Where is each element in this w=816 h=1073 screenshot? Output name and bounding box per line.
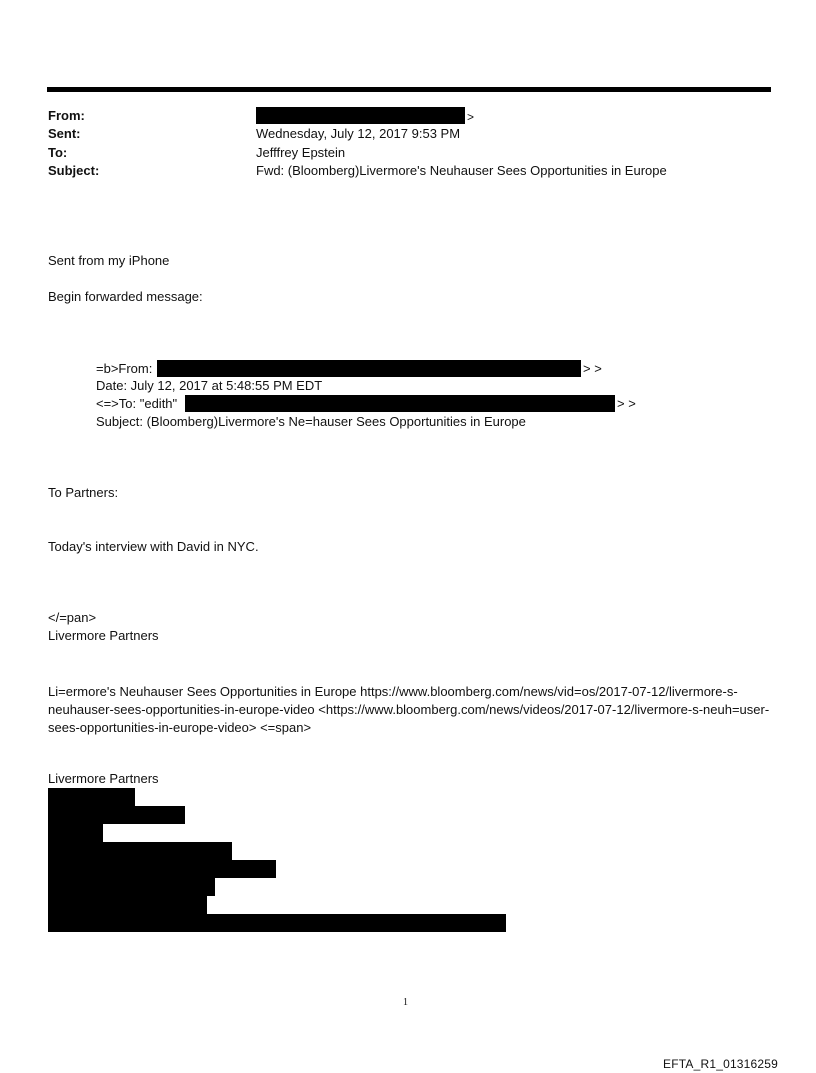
forwarded-date: Date: July 12, 2017 at 5:48:55 PM EDT xyxy=(96,378,323,393)
forwarded-subject: Subject: (Bloomberg)Livermore's Ne=hauser Sees Opportunities in Europe xyxy=(96,414,526,429)
redacted-from-sender xyxy=(256,107,465,124)
sent-label: Sent: xyxy=(48,126,81,141)
subject-value: Fwd: (Bloomberg)Livermore's Neuhauser Sees Opportunities in Europe xyxy=(256,163,667,178)
to-value: Jefffrey Epstein xyxy=(256,145,346,160)
greeting: To Partners: xyxy=(48,485,119,500)
redacted-line xyxy=(48,824,103,842)
sent-from-line: Sent from my iPhone xyxy=(48,253,170,268)
signature-line: Livermore Partners xyxy=(48,628,159,643)
sent-value: Wednesday, July 12, 2017 9:53 PM xyxy=(256,126,461,141)
from-suffix: > xyxy=(467,110,475,124)
redacted-line xyxy=(48,806,185,824)
redacted-line xyxy=(48,896,207,914)
forwarded-from-suffix: > > xyxy=(583,361,602,376)
redacted-forwarded-to xyxy=(185,395,615,412)
redacted-line xyxy=(48,788,135,806)
forwarded-to-label: <=>To: "edith" xyxy=(96,396,178,411)
begin-forwarded-line: Begin forwarded message: xyxy=(48,289,203,304)
redacted-line xyxy=(48,842,232,860)
from-label: From: xyxy=(48,108,85,123)
span-tag-text: </=pan> xyxy=(48,610,97,625)
redacted-line xyxy=(48,860,276,878)
redacted-line xyxy=(48,878,215,896)
to-label: To: xyxy=(48,145,68,160)
link-paragraph: Li=ermore's Neuhauser Sees Opportunities in Europe https://www.bloomberg.com/news/vid=os/2017-07-12/livermore-s-neuhauser-sees-opportunities-in-europe-video <https://www.bloomberg.com/news/videos/2017-07-12/livermore-s-neuh=user-sees-opportunities-in-europe-video> <=span> xyxy=(48,684,770,735)
forwarded-from-label: =b>From: xyxy=(96,361,153,376)
subject-label: Subject: xyxy=(48,163,100,178)
page-number: 1 xyxy=(403,997,408,1008)
redacted-forwarded-from xyxy=(157,360,581,377)
header-rule xyxy=(47,87,771,92)
redacted-line xyxy=(48,914,506,932)
signature-line-2: Livermore Partners xyxy=(48,771,159,786)
forwarded-to-suffix: > > xyxy=(617,396,636,411)
intro-line: Today's interview with David in NYC. xyxy=(48,539,259,554)
document-id: EFTA_R1_01316259 xyxy=(663,1057,779,1071)
